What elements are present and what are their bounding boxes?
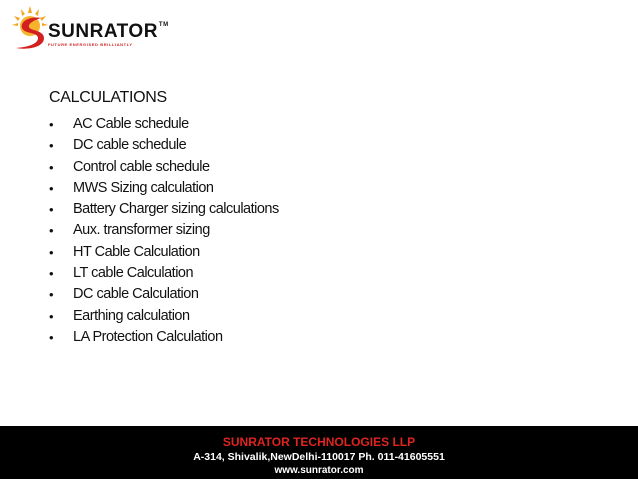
logo-trademark: TM — [158, 22, 169, 28]
logo-tagline: FUTURE ENERGISED BRILLIANTLY — [48, 42, 133, 47]
bullet-icon: • — [49, 202, 54, 218]
list-item-label: LA Protection Calculation — [73, 328, 223, 345]
logo-wordmark — [48, 22, 169, 41]
list-item-label: LT cable Calculation — [73, 265, 194, 282]
bullet-icon: • — [49, 266, 54, 282]
list-item-label: Control cable schedule — [73, 158, 210, 175]
list-item — [49, 306, 609, 327]
bullet-icon: • — [49, 308, 54, 324]
sun-logo-icon — [8, 4, 53, 54]
bullet-icon: • — [49, 223, 54, 239]
list-item — [49, 242, 609, 263]
list-item-label: MWS Sizing calculation — [73, 179, 214, 196]
list-item — [49, 263, 609, 284]
list-item-label: AC Cable schedule — [73, 116, 189, 132]
section-title: CALCULATIONS — [49, 89, 167, 106]
list-item — [49, 114, 609, 135]
footer-website-link[interactable]: www.sunrator.com — [274, 465, 364, 476]
list-item-label: Earthing calculation — [73, 307, 190, 324]
bullet-icon: • — [49, 287, 54, 303]
bullet-icon: • — [49, 329, 54, 345]
logo-name: SUNRATOR — [48, 21, 158, 42]
bullet-icon: • — [49, 117, 54, 132]
list-item — [49, 220, 609, 241]
footer-company-name: SUNRATOR TECHNOLOGIES LLP — [222, 435, 416, 449]
list-item-label: Battery Charger sizing calculations — [73, 201, 279, 218]
calculations-section — [49, 88, 609, 348]
bullet-icon: • — [49, 244, 54, 260]
list-item — [49, 284, 609, 305]
list-item — [49, 199, 609, 220]
calculations-list — [49, 114, 609, 348]
bullet-icon: • — [49, 138, 54, 154]
list-item — [49, 327, 609, 348]
footer-address: A-314, Shivalik,NewDelhi-110017 Ph. 011-41605551 — [193, 451, 445, 463]
list-item — [49, 157, 609, 178]
list-item-label: HT Cable Calculation — [73, 243, 200, 260]
list-item — [49, 135, 609, 156]
footer-bar — [0, 426, 638, 479]
list-item — [49, 178, 609, 199]
sunrator-logo — [8, 4, 169, 54]
list-item-label: DC cable Calculation — [73, 286, 199, 303]
bullet-icon: • — [49, 180, 54, 196]
list-item-label: Aux. transformer sizing — [73, 222, 210, 239]
bullet-icon: • — [49, 159, 54, 175]
list-item-label: DC cable schedule — [73, 137, 187, 154]
